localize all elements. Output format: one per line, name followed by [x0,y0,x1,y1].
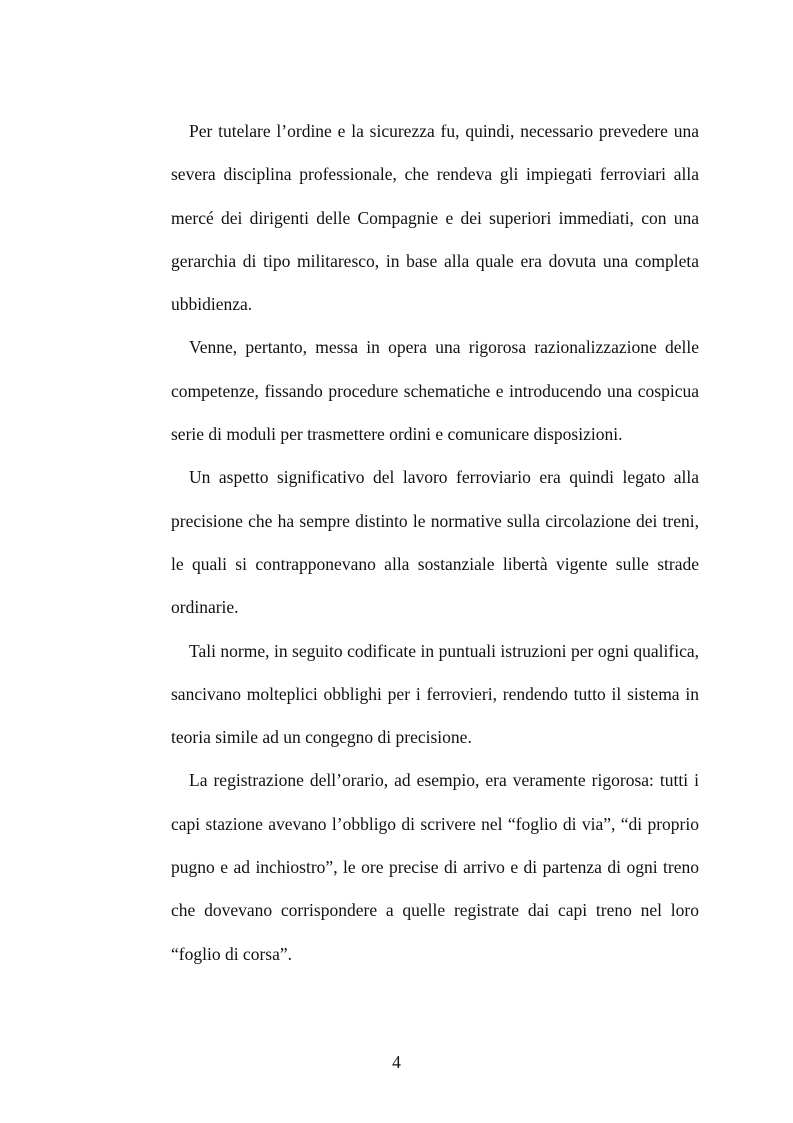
paragraph-4: Tali norme, in seguito codificate in puntuali istruzioni per ogni qualifica, sancivano molteplici obblighi per i ferrovieri, rendendo tutto il sistema in teoria simile ad un congegno di precisione. [171,640,699,748]
paragraph-2: Venne, pertanto, messa in opera una rigorosa razionalizzazione delle competenze, fissando procedure schematiche e introducendo una cospicua serie di moduli per trasmettere ordini e comunicare disposizioni. [171,337,699,445]
paragraph-1: Per tutelare l’ordine e la sicurezza fu, quindi, necessario prevedere una severa disciplina professionale, che rendeva gli impiegati ferroviari alla mercé dei dirigenti delle Compagnie e dei superiori immediati, con una gerarchia di tipo militaresco, in base alla quale era dovuta una completa ubbidienza. [171,121,699,315]
body-text [171,110,699,976]
page-number: 4 [392,1052,401,1072]
paragraph-5: La registrazione dell’orario, ad esempio, era veramente rigorosa: tutti i capi stazione avevano l’obbligo di scrivere nel “foglio di via”, “di proprio pugno e ad inchiostro”, le ore precise di arrivo e di partenza di ogni treno che dovevano corrispondere a quelle registrate dai capi treno nel loro “foglio di corsa”. [171,770,699,964]
paragraph-3: Un aspetto significativo del lavoro ferroviario era quindi legato alla precisione che ha sempre distinto le normative sulla circolazione dei treni, le quali si contrapponevano alla sostanziale libertà vigente sulle strade ordinarie. [171,467,699,618]
